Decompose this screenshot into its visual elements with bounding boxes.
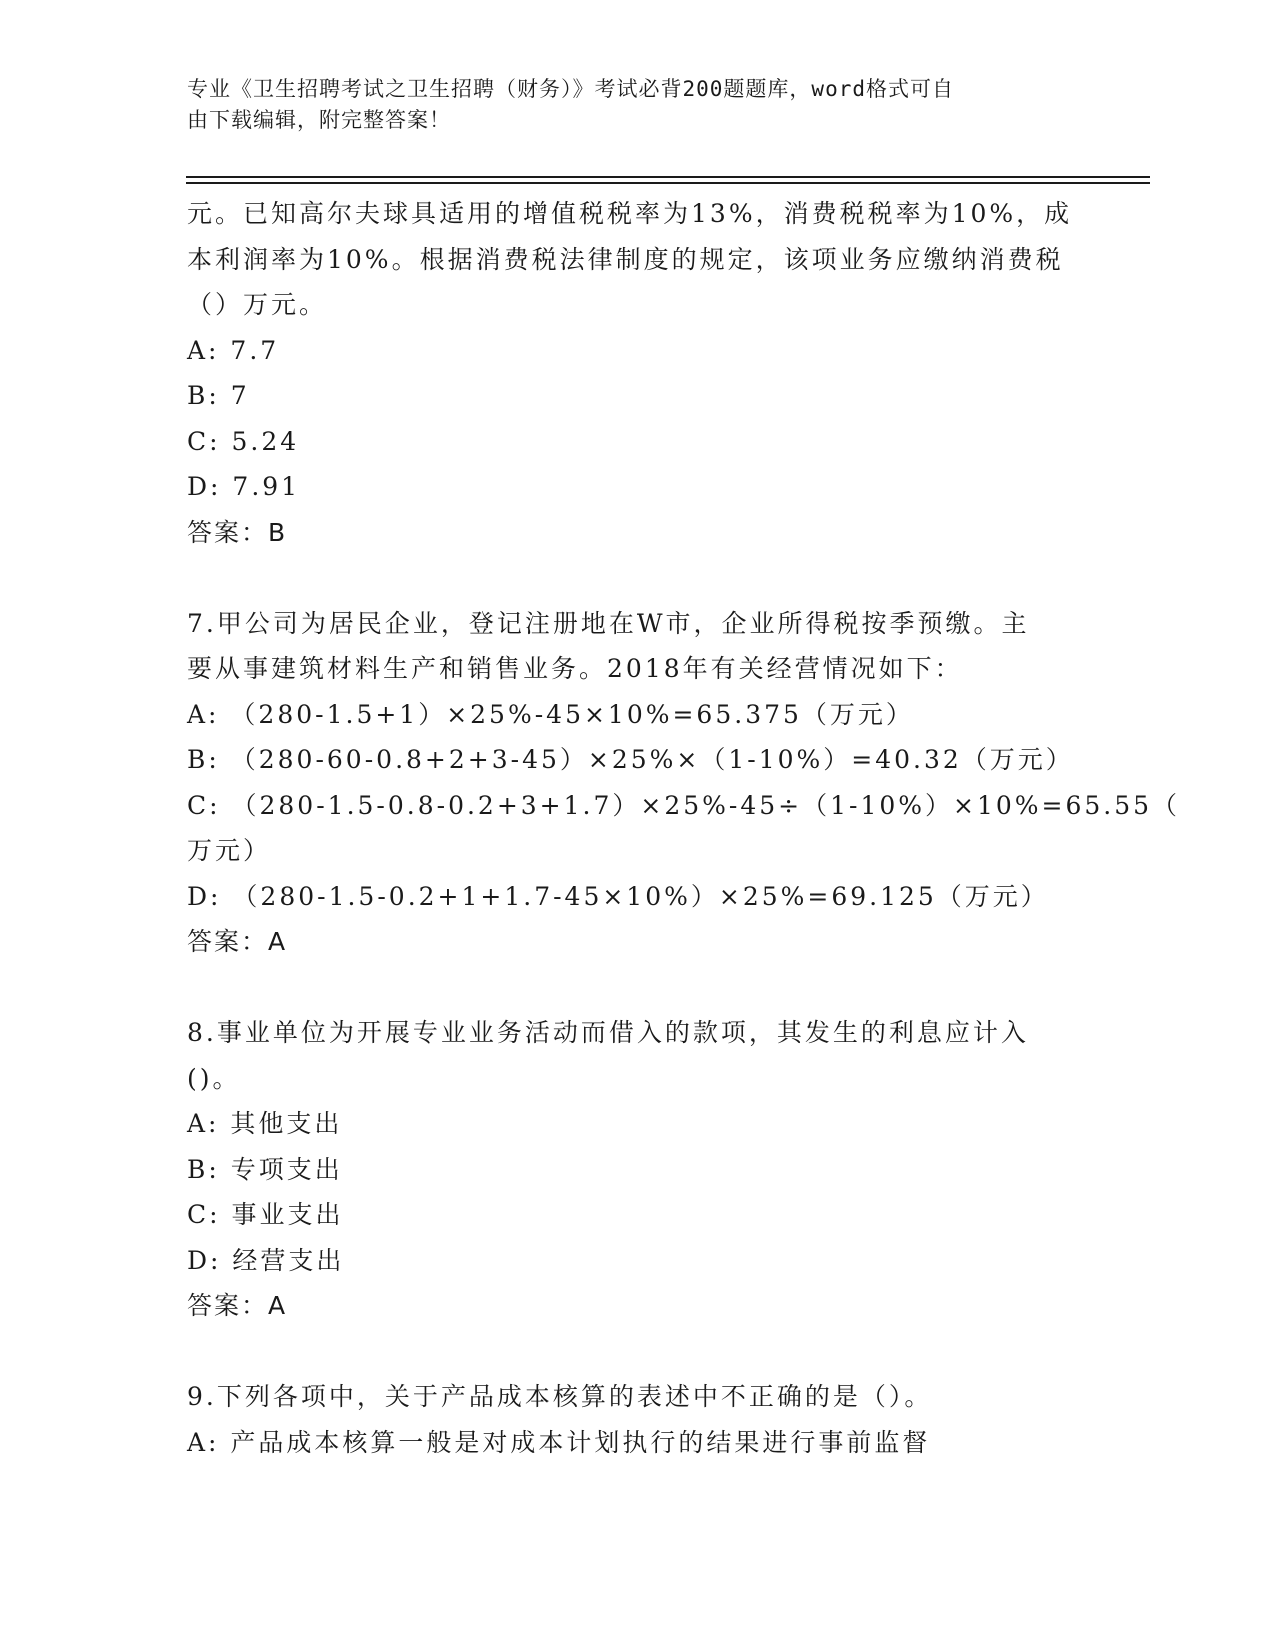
question-6-option-c: C: 5.24: [187, 426, 300, 456]
question-6-option-b: B: 7: [187, 381, 250, 410]
question-7-option-a: A: （280-1.5+1）×25%-45×10%=65.375（万元）: [187, 699, 914, 729]
question-7-stem-line-1: 7.甲公司为居民企业，登记注册地在W市，企业所得税按季预缴。主: [187, 608, 1030, 638]
question-7-option-b: B: （280-60-0.8+2+3-45）×25%×（1-10%）=40.32（万元）: [187, 745, 1074, 774]
header-title-line-2: 由下载编辑，附完整答案！: [187, 108, 451, 132]
question-8-option-c: C: 事业支出: [187, 1200, 344, 1229]
spacer: [187, 965, 1107, 1011]
header-divider-top: [186, 176, 1150, 178]
question-6-answer: 答案：B: [187, 517, 288, 547]
question-9: [187, 1374, 1107, 1465]
question-7-option-d: D: （280-1.5-0.2+1+1.7-45×10%）×25%=69.125（万元）: [187, 881, 1049, 911]
question-9-stem-line-1: 9.下列各项中，关于产品成本核算的表述中不正确的是（）。: [187, 1382, 933, 1411]
question-7-option-c: C: （280-1.5-0.8-0.2+3+1.7）×25%-45÷（1-10%）×10%=65.55（: [187, 790, 1181, 820]
spacer: [187, 1329, 1107, 1375]
question-8-stem-line-1: 8.事业单位为开展专业业务活动而借入的款项，其发生的利息应计入: [187, 1018, 1029, 1047]
question-8-option-a: A: 其他支出: [187, 1109, 343, 1138]
question-8-answer: 答案：A: [187, 1291, 288, 1320]
question-8-stem-line-2: ()。: [187, 1063, 241, 1093]
question-6-stem-line-2: 本利润率为10%。根据消费税法律制度的规定，该项业务应缴纳消费税: [187, 244, 1064, 274]
question-6-option-d: D: 7.91: [187, 472, 301, 501]
question-8-option-d: D: 经营支出: [187, 1245, 345, 1275]
header-divider-bottom: [186, 182, 1150, 184]
question-7: [187, 601, 1181, 965]
question-6-stem-line-3: （）万元。: [187, 290, 328, 319]
question-7-option-c-continued: 万元）: [187, 836, 272, 865]
header-title-line-1: 专业《卫生招聘考试之卫生招聘（财务）》考试必背200题题库，word格式可自: [187, 77, 954, 101]
question-6: [187, 191, 1107, 555]
question-6-stem-line-1: 元。已知高尔夫球具适用的增值税税率为13%，消费税税率为10%，成: [187, 199, 1073, 228]
question-7-stem-line-2: 要从事建筑材料生产和销售业务。2018年有关经营情况如下：: [187, 654, 963, 683]
question-8-option-b: B: 专项支出: [187, 1154, 343, 1184]
question-7-answer: 答案：A: [187, 927, 288, 956]
question-6-option-a: A: 7.7: [187, 335, 280, 365]
question-list: [187, 191, 1181, 1465]
question-9-option-a: A: 产品成本核算一般是对成本计划执行的结果进行事前监督: [187, 1427, 931, 1457]
question-8: [187, 1010, 1107, 1329]
spacer: [187, 555, 1107, 601]
document-header: [187, 74, 1067, 136]
